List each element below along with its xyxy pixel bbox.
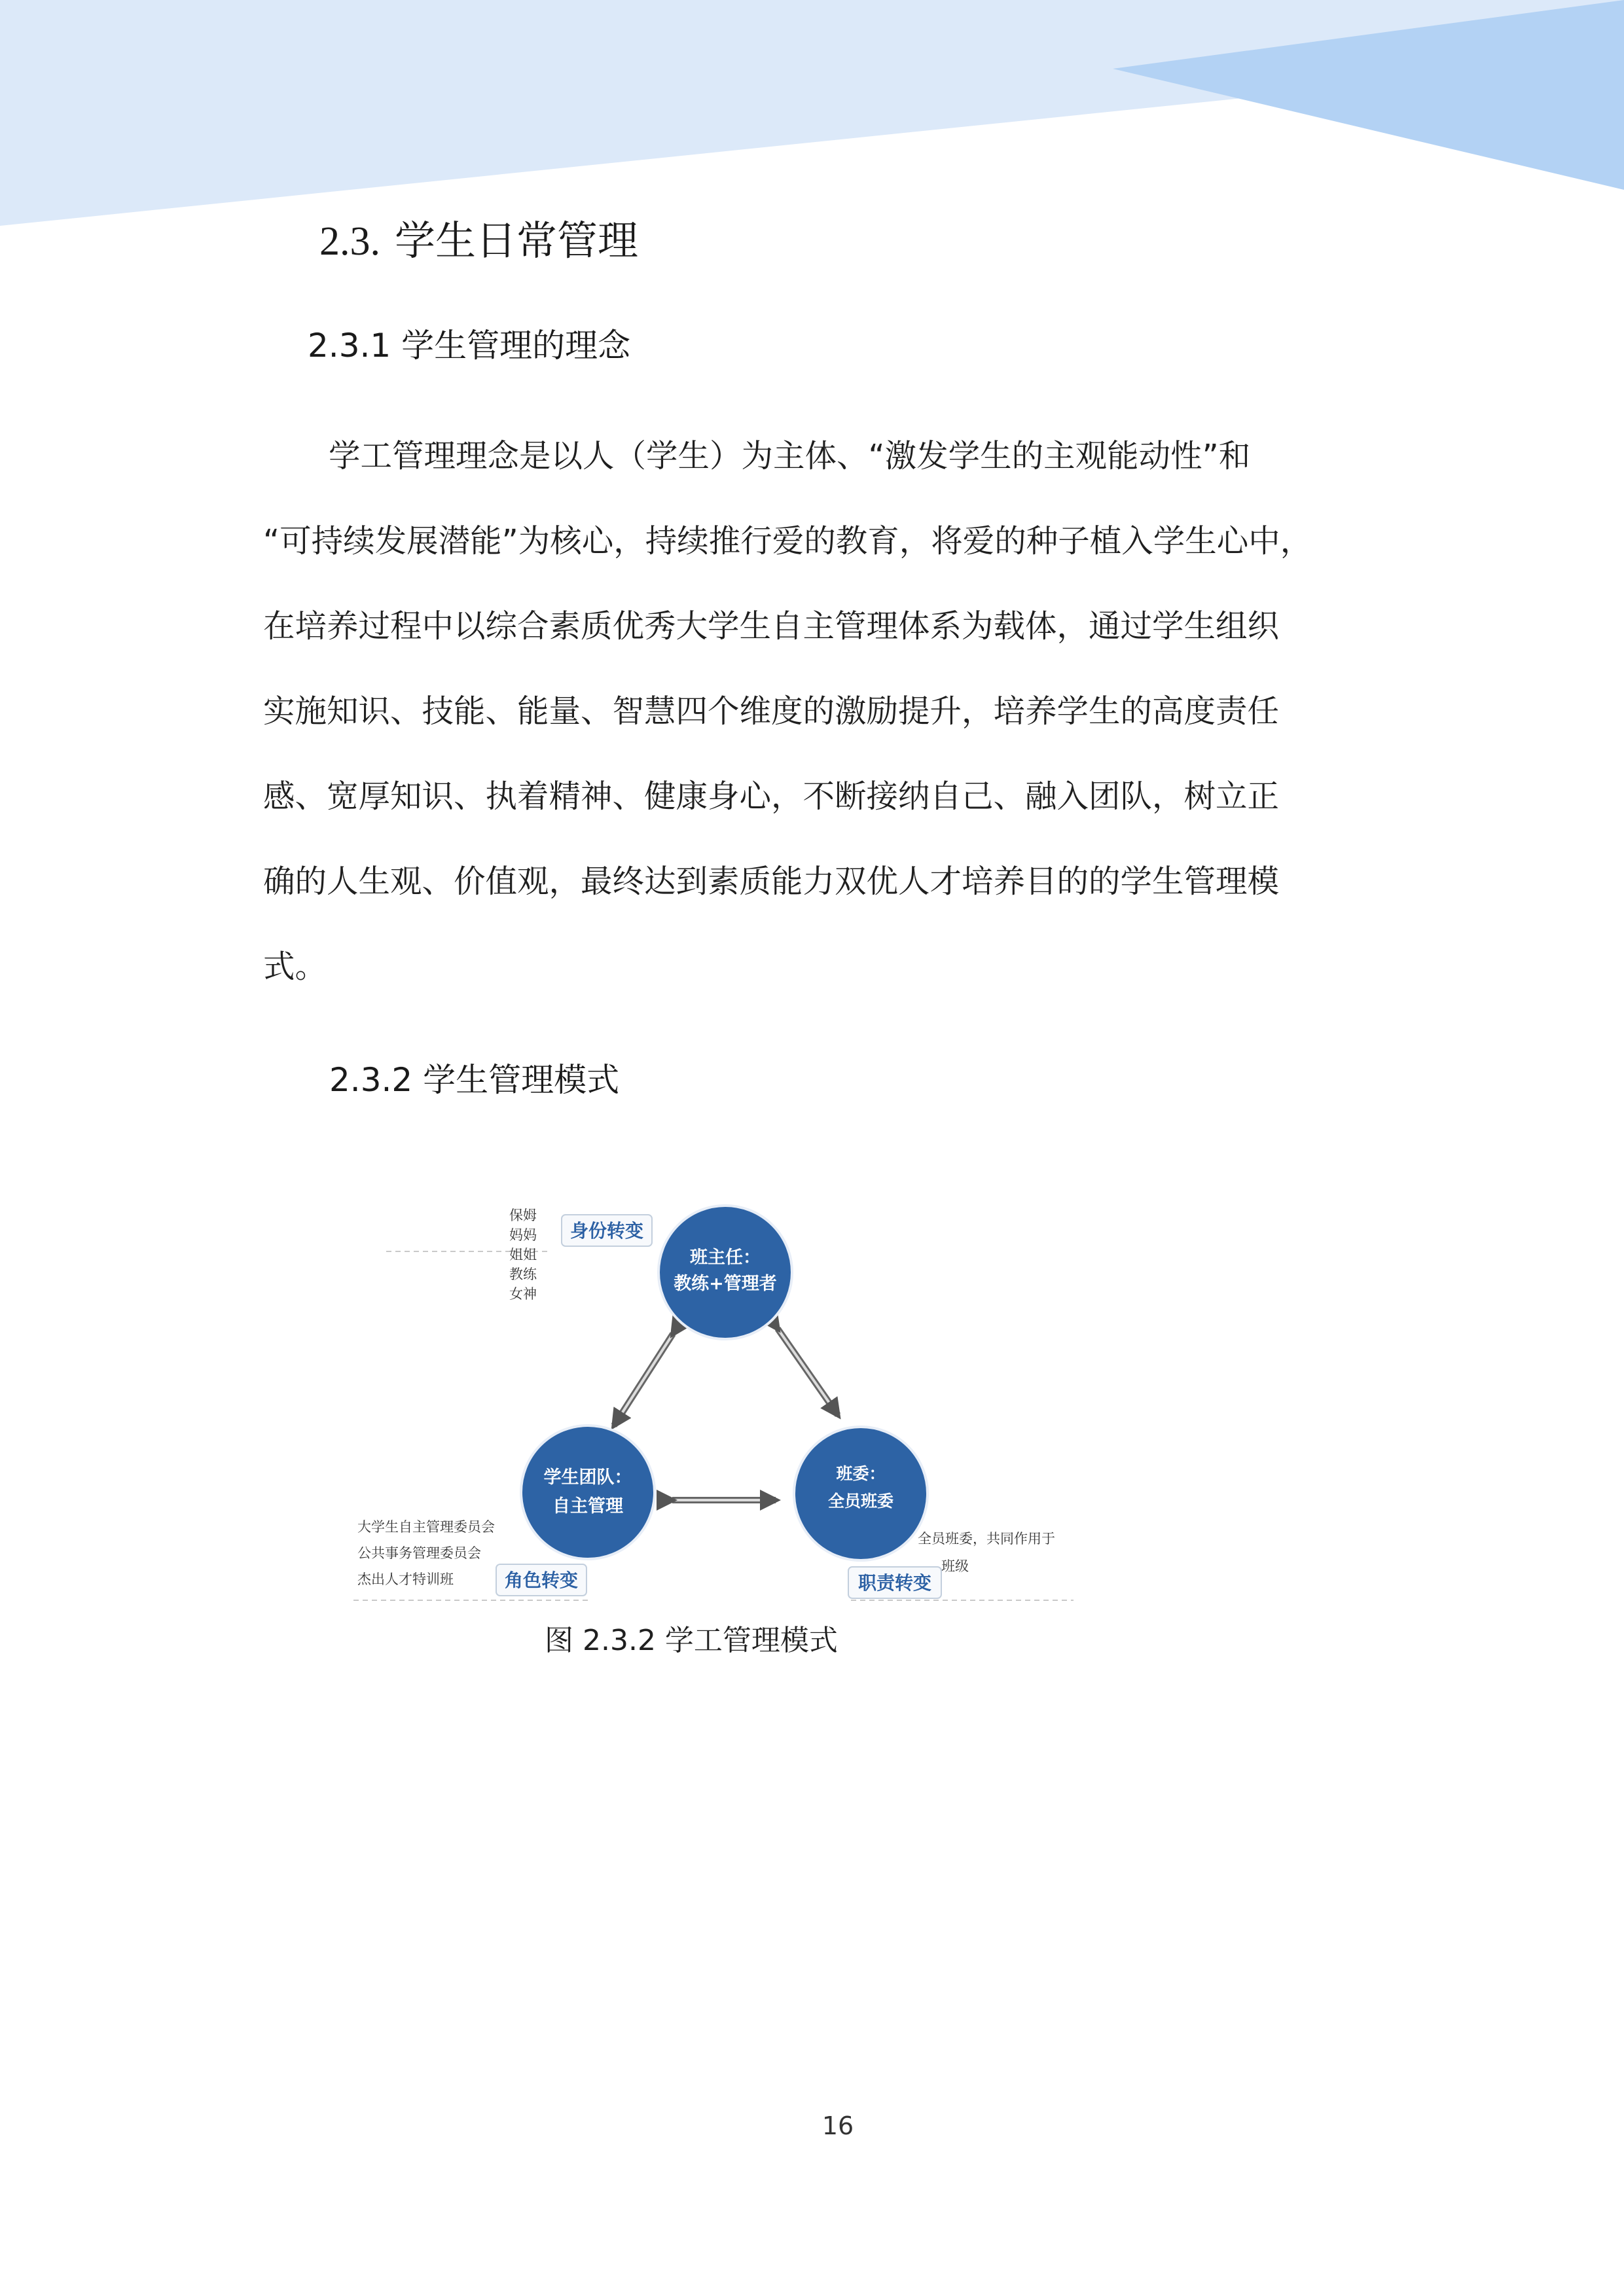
node-student-team-line1: 学生团队： — [543, 1467, 632, 1488]
identity-role: 姐姐 — [509, 1247, 537, 1263]
paragraph-line: 在培养过程中以综合素质优秀大学生自主管理体系为载体，通过学生组织 — [263, 608, 1280, 645]
node-class-teacher-line1: 班主任： — [690, 1247, 761, 1268]
role-item: 杰出人才特训班 — [357, 1571, 454, 1587]
section-number: 2.3. — [319, 219, 380, 264]
paragraph-line: 感、宽厚知识、执着精神、健康身心，不断接纳自己、融入团队，树立正 — [263, 778, 1280, 815]
paragraph-line: 学工管理理念是以人（学生）为主体、“激发学生的主观能动性”和 — [329, 438, 1251, 475]
section-title — [319, 208, 638, 266]
node-student-team — [521, 1426, 655, 1559]
node-class-teacher-line2: 教练+管理者 — [674, 1274, 777, 1294]
subsection-title-2-3-2: 2.3.2 学生管理模式 — [329, 1061, 620, 1099]
management-model-diagram — [353, 1191, 1087, 1610]
paragraph-line: 实施知识、技能、能量、智慧四个维度的激励提升，培养学生的高度责任 — [263, 693, 1280, 730]
identity-role: 保姆 — [509, 1208, 537, 1223]
node-class-committee-line2: 全员班委 — [827, 1492, 894, 1511]
paragraph-line: 确的人生观、价值观，最终达到素质能力双优人才培养目的的学生管理模 — [263, 863, 1280, 900]
figure-caption: 图 2.3.2 学工管理模式 — [545, 1624, 838, 1657]
arrow-top-right — [778, 1329, 838, 1415]
duty-text-line2: 班级 — [941, 1558, 969, 1574]
node-student-team-line2: 自主管理 — [552, 1496, 623, 1516]
body-paragraph — [263, 414, 1312, 1009]
role-item: 大学生自主管理委员会 — [357, 1519, 495, 1535]
section-title-text: 学生日常管理 — [395, 217, 639, 264]
role-item: 公共事务管理委员会 — [357, 1545, 481, 1561]
identity-role: 女神 — [509, 1286, 537, 1302]
identity-tag-label: 身份转变 — [569, 1220, 644, 1242]
page-number: 16 — [821, 2111, 854, 2140]
node-class-teacher — [659, 1206, 792, 1339]
paragraph-line: “可持续发展潜能”为核心，持续推行爱的教育，将爱的种子植入学生心中， — [263, 523, 1312, 560]
identity-role: 妈妈 — [509, 1227, 537, 1243]
identity-role: 教练 — [509, 1266, 537, 1282]
subsection-title-2-3-1: 2.3.1 学生管理的理念 — [308, 327, 631, 365]
identity-tag — [562, 1215, 652, 1246]
paragraph-line: 式。 — [263, 948, 327, 985]
role-tag-label: 角色转变 — [504, 1570, 579, 1591]
header-banner — [0, 0, 1624, 236]
role-tag — [496, 1564, 586, 1596]
node-class-committee-line1: 班委： — [836, 1464, 886, 1483]
duty-tag — [848, 1567, 941, 1598]
duty-tag-label: 职责转变 — [857, 1572, 932, 1594]
duty-text-line1: 全员班委，共同作用于 — [918, 1531, 1055, 1547]
arrow-top-left — [614, 1334, 673, 1426]
